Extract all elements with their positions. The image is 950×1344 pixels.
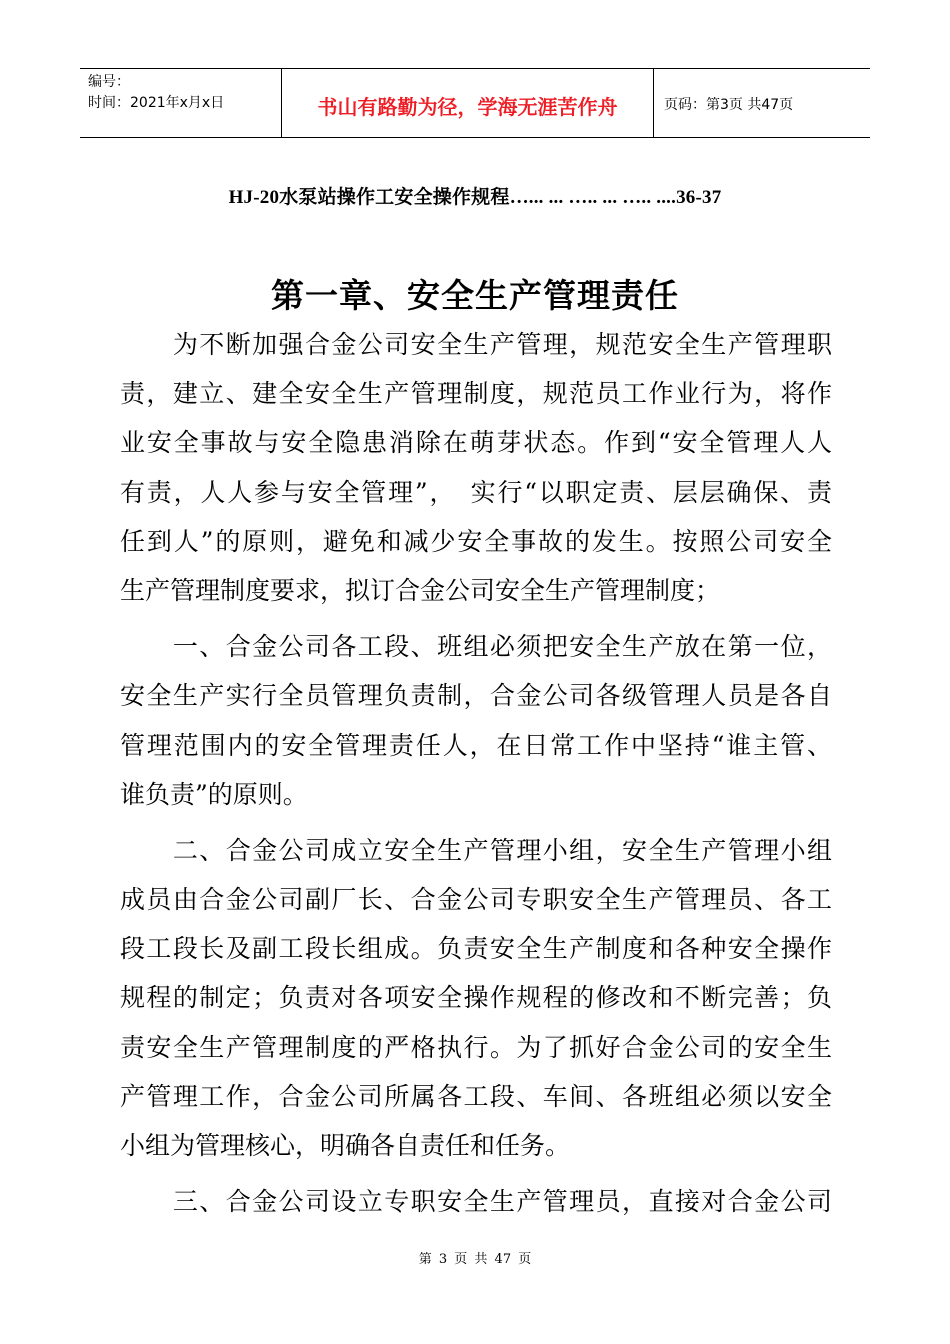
paragraph-line: 为不断加强合金公司安全生产管理，规范安全生产管理职 [120, 330, 832, 359]
document-time-label: 时间：2021年x月x日 [88, 95, 225, 111]
header-page-info: 页码：第3页 共47页 [664, 97, 794, 113]
paragraph-line: 任到人”的原则，避免和减少安全事故的发生。按照公司安全 [120, 526, 832, 556]
paragraph [120, 622, 832, 819]
paragraph-line: 三、合金公司设立专职安全生产管理员，直接对合金公司 [120, 1187, 832, 1217]
paragraph-line: 产管理工作，合金公司所属各工段、车间、各班组必须以安全 [120, 1081, 832, 1111]
paragraph-line: 段工段长及副工段长组成。负责安全生产制度和各种安全操作 [120, 934, 832, 964]
paragraph-line: 管理范围内的安全管理责任人，在日常工作中坚持“谁主管、 [120, 730, 832, 760]
paragraph-line: 责，建立、建全安全生产管理制度，规范员工作业行为，将作 [120, 379, 832, 409]
paragraph-line: 一、合金公司各工段、班组必须把安全生产放在第一位， [120, 632, 832, 662]
paragraph-line: 谁负责”的原则。 [120, 779, 308, 809]
paragraph-line: 二、合金公司成立安全生产管理小组，安全生产管理小组 [120, 835, 832, 865]
paragraph-line: 责安全生产管理制度的严格执行。为了抓好合金公司的安全生 [120, 1032, 832, 1062]
paragraph-gap [120, 819, 832, 826]
page-footer: 第 3 页 共 47 页 [418, 1252, 532, 1267]
header-motto: 书山有路勤为径，学海无涯苦作舟 [281, 69, 654, 137]
header-meta-cell [80, 69, 281, 137]
header-table [80, 68, 870, 138]
paragraph [120, 320, 832, 615]
paragraph-line: 成员由合金公司副厂长、合金公司专职安全生产管理员、各工 [120, 885, 832, 915]
paragraph-line: 有责，人人参与安全管理”， 实行“以职定责、层层确保、责 [120, 477, 832, 507]
body-text [120, 320, 832, 1226]
paragraph-gap [120, 1170, 832, 1177]
paragraph [120, 826, 832, 1170]
paragraph-line: 小组为管理核心，明确各自责任和任务。 [120, 1131, 571, 1160]
paragraph-gap [120, 615, 832, 622]
chapter-title: 第一章、安全生产管理责任 [271, 276, 679, 315]
paragraph-line: 业安全事故与安全隐患消除在萌芽状态。作到“安全管理人人 [120, 428, 832, 458]
toc-entry: HJ-20水泵站操作工安全操作规程…... ... ….. ... ….. ....36-37 [228, 187, 722, 208]
paragraph-line: 规程的制定；负责对各项安全操作规程的修改和不断完善；负 [120, 983, 832, 1013]
paragraph-line: 安全生产实行全员管理负责制，合金公司各级管理人员是各自 [120, 681, 832, 711]
paragraph [120, 1177, 832, 1226]
paragraph-line: 生产管理制度要求，拟订合金公司安全生产管理制度； [120, 575, 721, 605]
document-number-label: 编号： [88, 74, 130, 90]
